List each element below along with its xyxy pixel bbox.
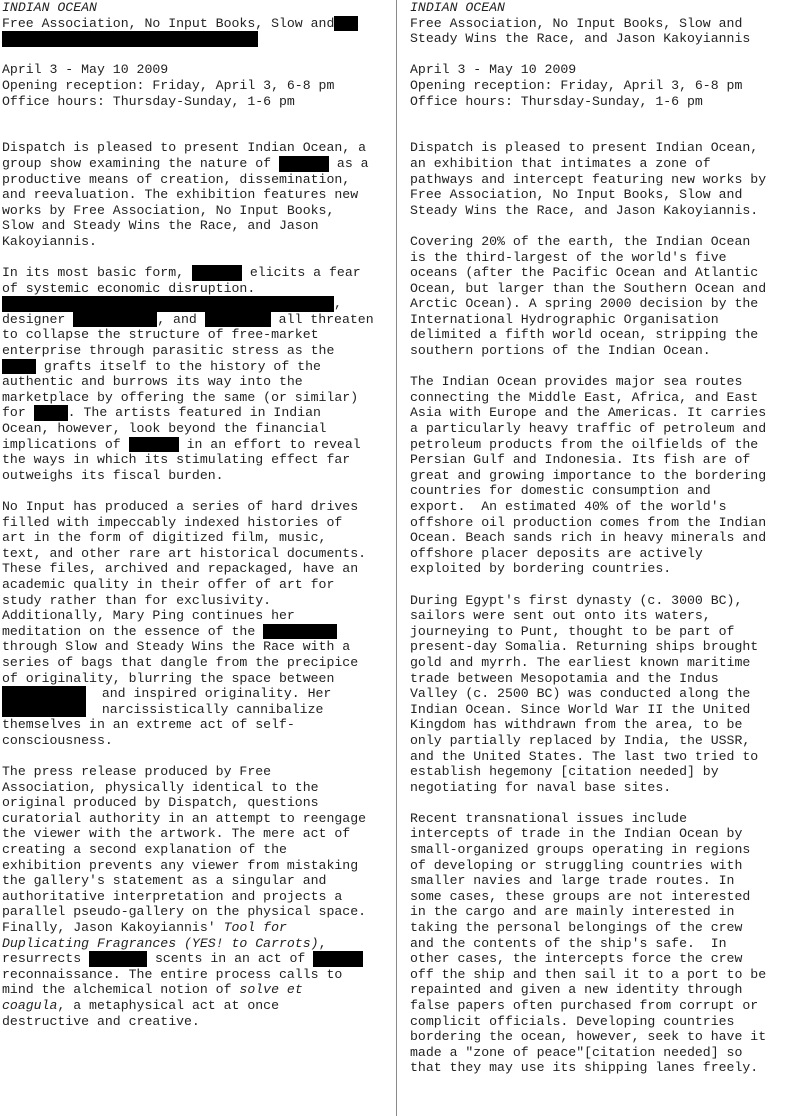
redaction-bar (279, 156, 329, 172)
left-dates: April 3 - May 10 2009 (2, 62, 169, 78)
right-paragraph-3: The Indian Ocean provides major sea routes connecting the Middle East, Africa, and East Asia with Europe and the Americas. It carries a particularly heavy traffic of petroleum and petroleum products from the oilfields of the Persian Gulf and Indonesia. Its fish are of great and growing importance to the bordering countries for domestic consumption and export. An estimated 40% of the world's offshore oil production comes from the Indian Ocean. Beach sands rich in heavy minerals and offshore placer deposits are actively exploited by bordering countries. (410, 374, 767, 577)
redaction-bar (2, 31, 258, 47)
left-head-line: Free Association, No Input Books, Slow and (2, 16, 390, 32)
right-hours: Office hours: Thursday-Sunday, 1-6 pm (410, 93, 703, 109)
left-paragraph-4: The press release produced by Free Association, physically identical to the original produced by Dispatch, questions curatorial authority in an attempt to reengage the viewer with the artwork. The mere act of creating a second explanation of the exhibition prevents any viewer from mistaking the gallery's statement as a singular and authoritative interpretation and projects a parallel pseudo-gallery on the physical space. Finally, Jason Kakoyiannis' Tool for Duplicating Fragrances (YES! to Carrots), resurrects scents in an act of reconnaissance. The entire process calls to mind the alchemical notion of solve et coagula, a metaphysical act at once destructive and creative. (2, 764, 367, 1029)
redaction-bar (263, 624, 337, 640)
right-paragraph-4: During Egypt's first dynasty (c. 3000 BC), sailors were sent out onto its waters, journeying to Punt, thought to be part of present-day Somalia. Returning ships brought gold and myrrh. The earliest known maritime trade between Mesopotamia and the Indus Valley (c. 2500 BC) was conducted along the Indian Ocean. Since World War II the United Kingdom has withdrawn from the area, to be only partially replaced by India, the USSR, and the United States. The last two tried to establish hegemony [citation needed] by negotiating for naval base sites. (410, 592, 759, 795)
right-paragraph-1: Dispatch is pleased to present Indian Ocean, an exhibition that intimates a zone of pathways and intercept featuring new works by Free Association, No Input Books, Slow and Steady Wins the Race, and Jason Kakoyiannis. (410, 140, 767, 218)
right-head-line: Steady Wins the Race, and Jason Kakoyiannis (410, 31, 751, 47)
right-dates: April 3 - May 10 2009 (410, 62, 577, 78)
redaction-bar (334, 16, 358, 32)
right-title: INDIAN OCEAN (410, 0, 505, 15)
redaction-bar (192, 265, 242, 281)
redaction-bar (205, 312, 271, 328)
left-paragraph-3: No Input has produced a series of hard drives filled with impeccably indexed histories of art in the form of digitized film, music, text, and other rare art historical documents. These files, archived and repackaged, have an academic quality in their offer of art for study rather than for exclusivity. Additionally, Mary Ping continues her meditation on the essence of the through Slow and Steady Wins the Race with a series of bags that dangle from the precipice of originality, blurring the space between and inspired originality. Her narcissistically cannibalize themselves in an extreme act of self- consciousness. (2, 499, 367, 748)
redaction-bar (34, 405, 68, 421)
redaction-bar (2, 702, 86, 718)
right-column (410, 0, 788, 1076)
column-divider (396, 0, 397, 1116)
left-title: INDIAN OCEAN (2, 0, 97, 15)
left-paragraph-1: Dispatch is pleased to present Indian Ocean, a group show examining the nature of as a productive means of creation, dissemination, and reevaluation. The exhibition features new works by Free Association, No Input Books, Slow and Steady Wins the Race, and Jason Kakoyiannis. (2, 140, 369, 249)
redaction-bar (2, 686, 86, 702)
left-head-line (2, 31, 390, 47)
redaction-bar (129, 437, 179, 453)
right-head-line: Free Association, No Input Books, Slow and (410, 15, 743, 31)
redaction-bar (89, 951, 147, 967)
right-paragraph-5: Recent transnational issues include intercepts of trade in the Indian Ocean by small-organized groups operating in regions of developing or struggling countries with smaller navies and large trade routes. In some cases, these groups are not interested in the cargo and are mainly interested in taking the personal belongings of the crew and the contents of the ship's safe. In other cases, the intercepts force the crew off the ship and then sail it to a port to be repainted and given a new identity through false papers often purchased from corrupt or complicit officials. Developing countries bordering the ocean, however, seek to have it made a "zone of peace"[citation needed] so that they may use its shipping lanes freely. (410, 810, 767, 1076)
redaction-bar (73, 312, 157, 328)
redaction-bar (2, 359, 36, 375)
left-reception: Opening reception: Friday, April 3, 6-8 pm (2, 77, 335, 93)
left-hours: Office hours: Thursday-Sunday, 1-6 pm (2, 93, 295, 109)
left-column (2, 0, 390, 1029)
right-reception: Opening reception: Friday, April 3, 6-8 pm (410, 77, 743, 93)
redaction-bar (313, 951, 363, 967)
right-paragraph-2: Covering 20% of the earth, the Indian Ocean is the third-largest of the world's five oceans (after the Pacific Ocean and Atlantic Ocean, but larger than the Southern Ocean and Arctic Ocean). A spring 2000 decision by the International Hydrographic Organisation delimited a fifth world ocean, stripping the southern portions of the Indian Ocean. (410, 233, 767, 359)
redaction-bar (2, 296, 334, 312)
left-paragraph-2: In its most basic form, elicits a fear of systemic economic disruption. , designer , and all threaten to collapse the structure of free-market enterprise through parasitic stress as the grafts itself to the history of the authentic and burrows its way into the marketplace by offering the same (or similar) for . The artists featured in Indian Ocean, however, look beyond the financial implications of in an effort to reveal the ways in which its stimulating effect far outweighs its fiscal burden. (2, 265, 374, 483)
